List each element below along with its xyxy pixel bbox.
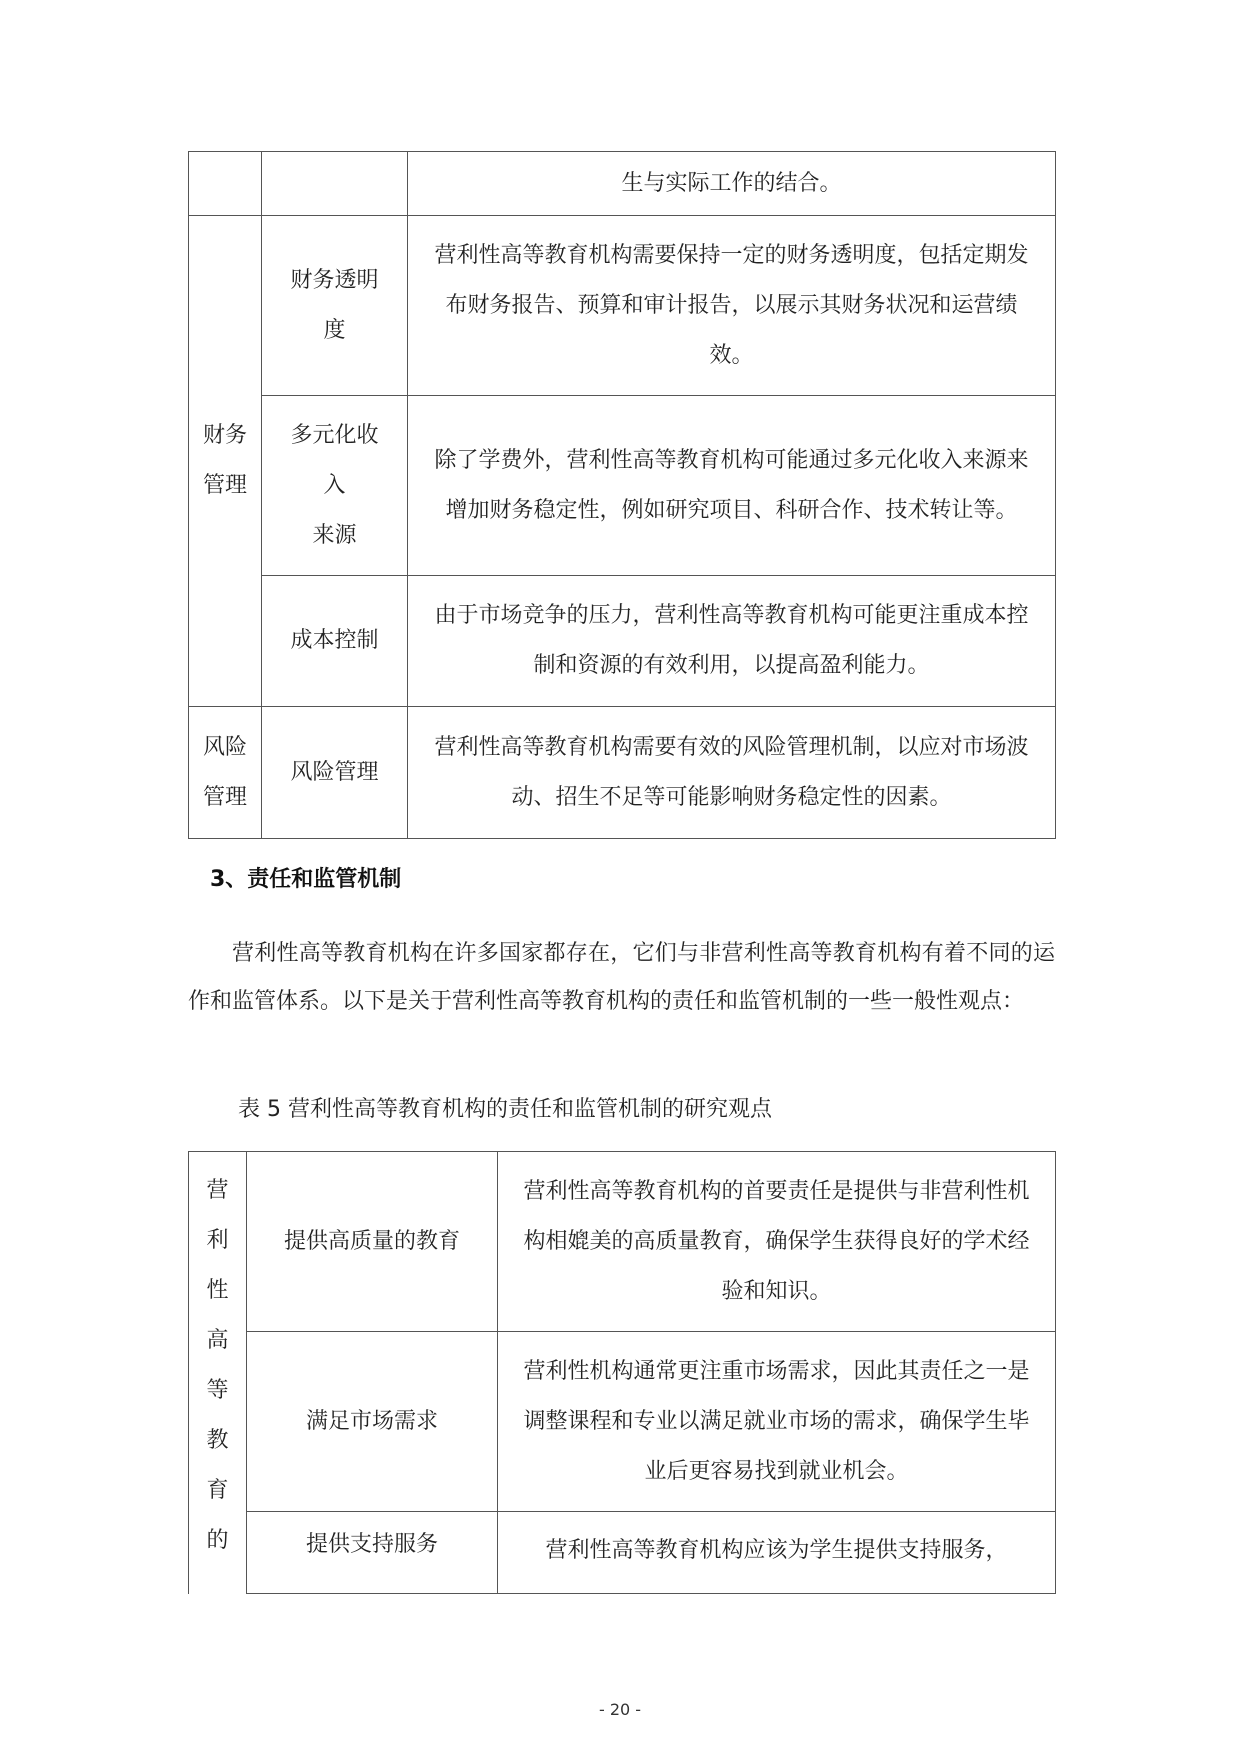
item-cell xyxy=(262,396,408,576)
item-cell: 提供高质量的教育 xyxy=(247,1152,498,1332)
category-char: 营 xyxy=(206,1178,229,1203)
responsibility-table xyxy=(188,1151,1056,1594)
category-char: 高 xyxy=(206,1328,229,1353)
finance-risk-table xyxy=(188,151,1056,839)
table-row xyxy=(189,396,1056,576)
table-row xyxy=(189,1332,1056,1512)
desc-cell: 营利性高等教育机构需要有效的风险管理机制，以应对市场波动、招生不足等可能影响财务稳定性的因素。 xyxy=(408,707,1056,839)
category-cell xyxy=(189,152,262,216)
desc-cell: 营利性高等教育机构应该为学生提供支持服务， xyxy=(498,1512,1056,1594)
item-cell: 风险管理 xyxy=(262,707,408,839)
item-cell: 提供支持服务 xyxy=(247,1512,498,1594)
category-line: 管理 xyxy=(202,784,247,810)
table-row xyxy=(189,152,1056,216)
table-row xyxy=(189,1152,1056,1332)
category-char: 育 xyxy=(206,1478,229,1503)
item-cell: 财务透明度 xyxy=(262,216,408,396)
item-cell xyxy=(262,152,408,216)
desc-cell: 营利性高等教育机构需要保持一定的财务透明度，包括定期发布财务报告、预算和审计报告，以展示其财务状况和运营绩效。 xyxy=(408,216,1056,396)
item-cell: 成本控制 xyxy=(262,576,408,707)
table-row xyxy=(189,576,1056,707)
section-heading: 3、责任和监管机制 xyxy=(210,867,402,892)
desc-cell: 生与实际工作的结合。 xyxy=(408,152,1056,216)
desc-cell: 除了学费外，营利性高等教育机构可能通过多元化收入来源来增加财务稳定性，例如研究项目、科研合作、技术转让等。 xyxy=(408,396,1056,576)
table-caption: 表 5 营利性高等教育机构的责任和监管机制的研究观点 xyxy=(238,1097,772,1122)
category-char: 教 xyxy=(206,1428,229,1453)
category-char: 利 xyxy=(206,1228,229,1253)
category-line: 管理 xyxy=(202,473,247,498)
category-char: 等 xyxy=(206,1378,229,1403)
body-paragraph: 营利性高等教育机构在许多国家都存在，它们与非营利性高等教育机构有着不同的运作和监管体系。以下是关于营利性高等教育机构的责任和监管机制的一些一般性观点： xyxy=(188,941,1055,1014)
table-row xyxy=(189,707,1056,839)
table-row xyxy=(189,216,1056,396)
page-number: - 20 - xyxy=(598,1700,642,1719)
category-cell-finance xyxy=(189,216,262,707)
category-char: 性 xyxy=(206,1278,229,1303)
category-line: 风险 xyxy=(202,734,247,760)
category-cell-vertical xyxy=(189,1152,247,1594)
desc-cell: 营利性高等教育机构的首要责任是提供与非营利性机构相媲美的高质量教育，确保学生获得良好的学术经验和知识。 xyxy=(498,1152,1056,1332)
table-row xyxy=(189,1512,1056,1594)
item-cell: 满足市场需求 xyxy=(247,1332,498,1512)
category-char: 的 xyxy=(206,1528,229,1553)
desc-cell: 营利性机构通常更注重市场需求，因此其责任之一是调整课程和专业以满足就业市场的需求，确保学生毕业后更容易找到就业机会。 xyxy=(498,1332,1056,1512)
desc-cell: 由于市场竞争的压力，营利性高等教育机构可能更注重成本控制和资源的有效利用，以提高盈利能力。 xyxy=(408,576,1056,707)
category-cell-risk xyxy=(189,707,262,839)
item-line: 多元化收入 xyxy=(290,422,379,498)
item-line: 来源 xyxy=(312,522,357,548)
category-line: 财务 xyxy=(202,423,247,448)
